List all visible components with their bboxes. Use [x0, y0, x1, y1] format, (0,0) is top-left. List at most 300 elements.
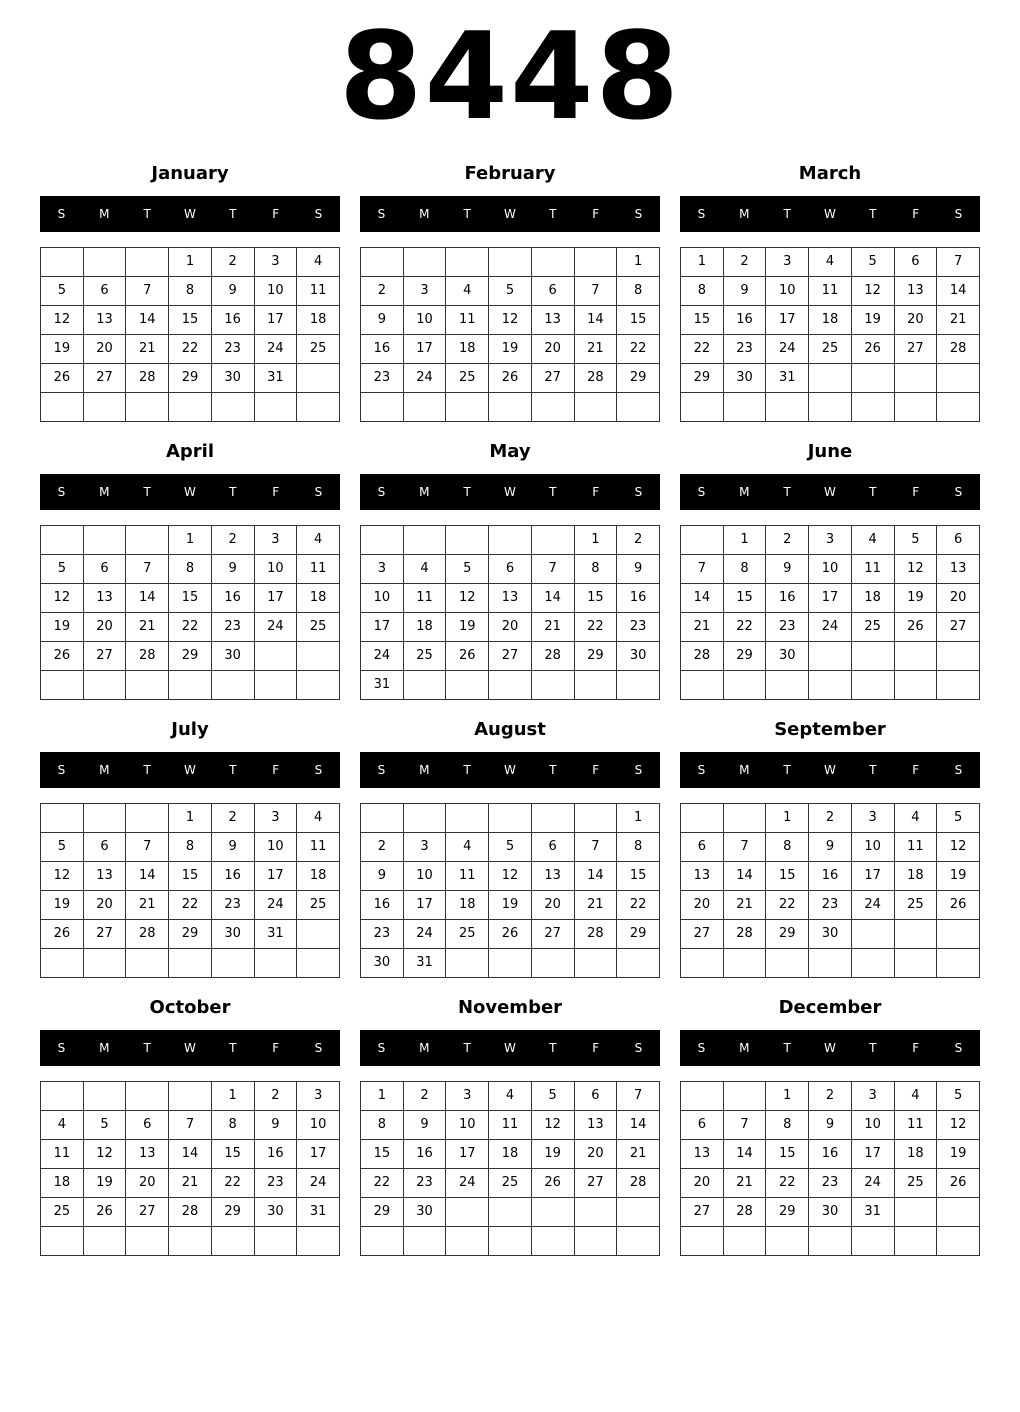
weekday-label: W	[824, 763, 836, 777]
day-cell: 19	[41, 335, 84, 364]
day-cell: 2	[809, 1082, 852, 1111]
weekday-header	[680, 752, 980, 788]
day-cell: 21	[723, 1169, 766, 1198]
day-cell: 4	[403, 555, 446, 584]
day-cell: 5	[489, 277, 532, 306]
empty-cell	[681, 1227, 724, 1256]
week-row	[41, 1227, 340, 1256]
day-cell: 17	[766, 306, 809, 335]
day-cell: 4	[809, 248, 852, 277]
empty-cell	[126, 248, 169, 277]
day-cell: 18	[809, 306, 852, 335]
empty-cell	[894, 393, 937, 422]
weekday-header	[360, 196, 660, 232]
empty-cell	[894, 671, 937, 700]
day-cell: 16	[809, 1140, 852, 1169]
weekday-label: S	[314, 1041, 323, 1055]
day-cell: 28	[574, 920, 617, 949]
day-cell: 22	[617, 335, 660, 364]
weekday-header	[680, 1030, 980, 1066]
day-cell: 21	[937, 306, 980, 335]
weekday-label: T	[143, 485, 151, 499]
day-cell: 10	[851, 833, 894, 862]
day-cell: 4	[297, 804, 340, 833]
weekday-label: F	[912, 1041, 920, 1055]
day-cell: 17	[403, 891, 446, 920]
weekday-label: S	[954, 763, 963, 777]
day-cell: 29	[169, 642, 212, 671]
day-cell: 30	[211, 920, 254, 949]
day-cell: 31	[851, 1198, 894, 1227]
empty-cell	[617, 671, 660, 700]
empty-cell	[446, 804, 489, 833]
day-cell: 29	[723, 642, 766, 671]
empty-cell	[681, 526, 724, 555]
day-cell: 25	[297, 613, 340, 642]
empty-cell	[83, 1227, 126, 1256]
day-cell: 3	[851, 1082, 894, 1111]
day-cell: 22	[361, 1169, 404, 1198]
empty-cell	[361, 1227, 404, 1256]
day-cell: 17	[809, 584, 852, 613]
day-cell: 25	[446, 364, 489, 393]
week-row	[361, 1140, 660, 1169]
empty-cell	[211, 393, 254, 422]
week-row	[361, 364, 660, 393]
day-cell: 22	[169, 891, 212, 920]
empty-cell	[766, 393, 809, 422]
day-grid	[680, 1081, 980, 1256]
empty-cell	[446, 248, 489, 277]
day-cell: 7	[531, 555, 574, 584]
day-cell: 19	[937, 862, 980, 891]
day-cell: 27	[681, 920, 724, 949]
day-cell: 25	[489, 1169, 532, 1198]
day-cell: 2	[211, 804, 254, 833]
empty-cell	[489, 393, 532, 422]
day-cell: 18	[403, 613, 446, 642]
day-cell: 14	[531, 584, 574, 613]
empty-cell	[297, 671, 340, 700]
week-row	[361, 1198, 660, 1227]
day-cell: 17	[297, 1140, 340, 1169]
weekday-label: T	[229, 485, 237, 499]
weekday-label: T	[229, 763, 237, 777]
day-cell: 21	[723, 891, 766, 920]
day-cell: 4	[297, 248, 340, 277]
day-cell: 11	[297, 555, 340, 584]
week-row	[681, 306, 980, 335]
day-cell: 29	[617, 364, 660, 393]
day-cell: 28	[617, 1169, 660, 1198]
weekday-header	[360, 474, 660, 510]
weekday-label: T	[783, 207, 791, 221]
day-cell: 6	[894, 248, 937, 277]
week-row	[41, 862, 340, 891]
week-row	[41, 335, 340, 364]
day-cell: 10	[254, 833, 297, 862]
day-cell: 17	[403, 335, 446, 364]
empty-cell	[41, 248, 84, 277]
empty-cell	[937, 949, 980, 978]
day-cell: 4	[446, 277, 489, 306]
empty-cell	[617, 1227, 660, 1256]
day-cell: 13	[83, 584, 126, 613]
day-cell: 8	[617, 833, 660, 862]
day-cell: 15	[211, 1140, 254, 1169]
day-cell: 24	[254, 613, 297, 642]
day-cell: 12	[937, 833, 980, 862]
day-cell: 30	[809, 1198, 852, 1227]
day-cell: 2	[809, 804, 852, 833]
weekday-label: W	[184, 207, 196, 221]
empty-cell	[531, 671, 574, 700]
day-cell: 16	[361, 335, 404, 364]
week-row	[361, 335, 660, 364]
weekday-label: S	[634, 207, 643, 221]
day-cell: 2	[403, 1082, 446, 1111]
day-cell: 24	[403, 364, 446, 393]
weekday-label: W	[504, 763, 516, 777]
day-cell: 7	[723, 1111, 766, 1140]
day-cell: 30	[617, 642, 660, 671]
day-cell: 17	[254, 584, 297, 613]
day-cell: 29	[361, 1198, 404, 1227]
day-cell: 26	[446, 642, 489, 671]
day-cell: 27	[894, 335, 937, 364]
day-cell: 29	[169, 920, 212, 949]
empty-cell	[41, 1227, 84, 1256]
empty-cell	[254, 949, 297, 978]
day-cell: 9	[254, 1111, 297, 1140]
day-cell: 7	[574, 277, 617, 306]
empty-cell	[723, 949, 766, 978]
day-cell: 24	[254, 335, 297, 364]
week-row	[41, 920, 340, 949]
weekday-label: F	[272, 1041, 280, 1055]
day-cell: 23	[361, 920, 404, 949]
empty-cell	[809, 949, 852, 978]
week-row	[681, 584, 980, 613]
empty-cell	[574, 393, 617, 422]
empty-cell	[211, 671, 254, 700]
weekday-label: M	[99, 763, 110, 777]
day-cell: 3	[254, 526, 297, 555]
week-row	[681, 1169, 980, 1198]
day-cell: 13	[681, 862, 724, 891]
day-cell: 11	[894, 1111, 937, 1140]
week-row	[41, 364, 340, 393]
week-row	[361, 804, 660, 833]
weekday-label: W	[184, 763, 196, 777]
empty-cell	[574, 804, 617, 833]
weekday-label: S	[57, 1041, 66, 1055]
day-cell: 14	[937, 277, 980, 306]
week-row	[681, 1227, 980, 1256]
day-cell: 14	[126, 862, 169, 891]
day-cell: 8	[766, 833, 809, 862]
empty-cell	[851, 1227, 894, 1256]
day-cell: 18	[894, 862, 937, 891]
day-cell: 11	[297, 833, 340, 862]
empty-cell	[169, 393, 212, 422]
weekday-header	[40, 474, 340, 510]
day-cell: 23	[766, 613, 809, 642]
day-cell: 16	[403, 1140, 446, 1169]
day-cell: 27	[681, 1198, 724, 1227]
week-row	[361, 1169, 660, 1198]
day-cell: 20	[531, 891, 574, 920]
empty-cell	[403, 804, 446, 833]
weekday-label: T	[463, 763, 471, 777]
day-cell: 29	[681, 364, 724, 393]
day-cell: 6	[83, 277, 126, 306]
day-cell: 19	[41, 613, 84, 642]
day-cell: 27	[83, 920, 126, 949]
weekday-label: S	[377, 207, 386, 221]
day-cell: 5	[937, 1082, 980, 1111]
day-cell: 10	[254, 277, 297, 306]
day-cell: 4	[297, 526, 340, 555]
day-grid	[40, 247, 340, 422]
day-cell: 18	[297, 306, 340, 335]
day-cell: 4	[894, 804, 937, 833]
day-cell: 15	[766, 1140, 809, 1169]
empty-cell	[446, 526, 489, 555]
week-row	[361, 862, 660, 891]
day-cell: 11	[809, 277, 852, 306]
empty-cell	[937, 642, 980, 671]
day-cell: 26	[83, 1198, 126, 1227]
empty-cell	[41, 804, 84, 833]
day-cell: 16	[809, 862, 852, 891]
day-cell: 3	[403, 277, 446, 306]
empty-cell	[126, 1227, 169, 1256]
empty-cell	[297, 393, 340, 422]
day-cell: 3	[809, 526, 852, 555]
day-cell: 6	[489, 555, 532, 584]
weekday-label: S	[377, 763, 386, 777]
day-cell: 7	[574, 833, 617, 862]
weekday-label: W	[824, 1041, 836, 1055]
weekday-label: T	[549, 485, 557, 499]
weekday-label: F	[592, 485, 600, 499]
day-cell: 1	[766, 1082, 809, 1111]
day-cell: 1	[211, 1082, 254, 1111]
weekday-label: F	[272, 207, 280, 221]
day-cell: 30	[361, 949, 404, 978]
empty-cell	[41, 949, 84, 978]
weekday-label: T	[869, 763, 877, 777]
day-cell: 26	[937, 891, 980, 920]
week-row	[41, 833, 340, 862]
week-row	[681, 833, 980, 862]
week-row	[41, 306, 340, 335]
week-row	[361, 891, 660, 920]
weekday-label: W	[824, 207, 836, 221]
empty-cell	[297, 1227, 340, 1256]
empty-cell	[83, 671, 126, 700]
empty-cell	[617, 1198, 660, 1227]
day-cell: 26	[489, 920, 532, 949]
weekday-label: S	[314, 207, 323, 221]
week-row	[361, 642, 660, 671]
day-cell: 12	[894, 555, 937, 584]
day-cell: 10	[254, 555, 297, 584]
week-row	[681, 335, 980, 364]
day-cell: 19	[446, 613, 489, 642]
day-cell: 22	[169, 335, 212, 364]
day-cell: 18	[297, 862, 340, 891]
day-cell: 1	[361, 1082, 404, 1111]
empty-cell	[851, 920, 894, 949]
day-cell: 1	[574, 526, 617, 555]
empty-cell	[403, 248, 446, 277]
day-cell: 9	[809, 833, 852, 862]
week-row	[361, 526, 660, 555]
day-cell: 13	[574, 1111, 617, 1140]
weekday-label: M	[99, 1041, 110, 1055]
day-cell: 11	[446, 862, 489, 891]
day-cell: 25	[297, 891, 340, 920]
empty-cell	[254, 1227, 297, 1256]
day-cell: 13	[531, 862, 574, 891]
month-name: January	[151, 163, 229, 184]
day-cell: 15	[574, 584, 617, 613]
day-cell: 6	[681, 1111, 724, 1140]
day-cell: 30	[254, 1198, 297, 1227]
day-cell: 7	[681, 555, 724, 584]
day-cell: 4	[446, 833, 489, 862]
day-cell: 27	[531, 920, 574, 949]
day-cell: 18	[446, 891, 489, 920]
weekday-label: M	[739, 207, 750, 221]
day-cell: 2	[766, 526, 809, 555]
empty-cell	[766, 1227, 809, 1256]
day-cell: 20	[126, 1169, 169, 1198]
day-cell: 28	[126, 642, 169, 671]
day-cell: 30	[766, 642, 809, 671]
day-cell: 23	[361, 364, 404, 393]
day-cell: 18	[894, 1140, 937, 1169]
empty-cell	[361, 526, 404, 555]
weekday-header	[680, 196, 980, 232]
month-name: November	[457, 997, 563, 1018]
day-cell: 9	[211, 833, 254, 862]
weekday-label: F	[592, 763, 600, 777]
day-cell: 2	[211, 526, 254, 555]
day-cell: 13	[531, 306, 574, 335]
weekday-label: T	[463, 207, 471, 221]
empty-cell	[574, 671, 617, 700]
day-cell: 16	[254, 1140, 297, 1169]
week-row	[41, 1082, 340, 1111]
day-cell: 27	[83, 364, 126, 393]
day-cell: 31	[254, 364, 297, 393]
empty-cell	[489, 1198, 532, 1227]
empty-cell	[851, 393, 894, 422]
empty-cell	[83, 526, 126, 555]
weekday-label: F	[272, 763, 280, 777]
day-cell: 11	[894, 833, 937, 862]
empty-cell	[937, 920, 980, 949]
empty-cell	[531, 1198, 574, 1227]
weekday-label: F	[912, 485, 920, 499]
day-cell: 6	[531, 277, 574, 306]
empty-cell	[937, 364, 980, 393]
day-cell: 25	[894, 1169, 937, 1198]
day-cell: 2	[211, 248, 254, 277]
week-row	[681, 671, 980, 700]
day-cell: 3	[851, 804, 894, 833]
day-cell: 26	[41, 364, 84, 393]
weekday-label: T	[143, 207, 151, 221]
weekday-label: M	[739, 1041, 750, 1055]
day-cell: 4	[41, 1111, 84, 1140]
empty-cell	[83, 804, 126, 833]
day-cell: 12	[937, 1111, 980, 1140]
week-row	[41, 1111, 340, 1140]
empty-cell	[681, 949, 724, 978]
weekday-label: F	[272, 485, 280, 499]
empty-cell	[297, 364, 340, 393]
day-cell: 6	[574, 1082, 617, 1111]
day-cell: 14	[126, 584, 169, 613]
empty-cell	[937, 393, 980, 422]
day-cell: 12	[83, 1140, 126, 1169]
day-cell: 24	[446, 1169, 489, 1198]
empty-cell	[894, 642, 937, 671]
day-cell: 6	[681, 833, 724, 862]
day-cell: 12	[41, 584, 84, 613]
day-cell: 10	[446, 1111, 489, 1140]
empty-cell	[723, 393, 766, 422]
week-row	[361, 1082, 660, 1111]
day-cell: 12	[531, 1111, 574, 1140]
empty-cell	[723, 1082, 766, 1111]
day-cell: 23	[617, 613, 660, 642]
week-row	[361, 1111, 660, 1140]
weekday-label: S	[954, 485, 963, 499]
day-cell: 5	[894, 526, 937, 555]
weekday-label: M	[739, 485, 750, 499]
day-cell: 29	[766, 920, 809, 949]
empty-cell	[126, 949, 169, 978]
day-cell: 10	[809, 555, 852, 584]
empty-cell	[169, 671, 212, 700]
empty-cell	[766, 671, 809, 700]
empty-cell	[361, 804, 404, 833]
day-cell: 17	[254, 306, 297, 335]
empty-cell	[446, 393, 489, 422]
day-cell: 17	[361, 613, 404, 642]
empty-cell	[809, 671, 852, 700]
day-cell: 3	[403, 833, 446, 862]
weekday-label: S	[377, 485, 386, 499]
empty-cell	[446, 671, 489, 700]
weekday-label: T	[549, 763, 557, 777]
empty-cell	[574, 248, 617, 277]
day-cell: 23	[211, 613, 254, 642]
empty-cell	[489, 1227, 532, 1256]
day-cell: 9	[403, 1111, 446, 1140]
empty-cell	[894, 1227, 937, 1256]
empty-cell	[937, 671, 980, 700]
day-cell: 20	[531, 335, 574, 364]
week-row	[681, 862, 980, 891]
empty-cell	[531, 949, 574, 978]
day-cell: 3	[254, 248, 297, 277]
